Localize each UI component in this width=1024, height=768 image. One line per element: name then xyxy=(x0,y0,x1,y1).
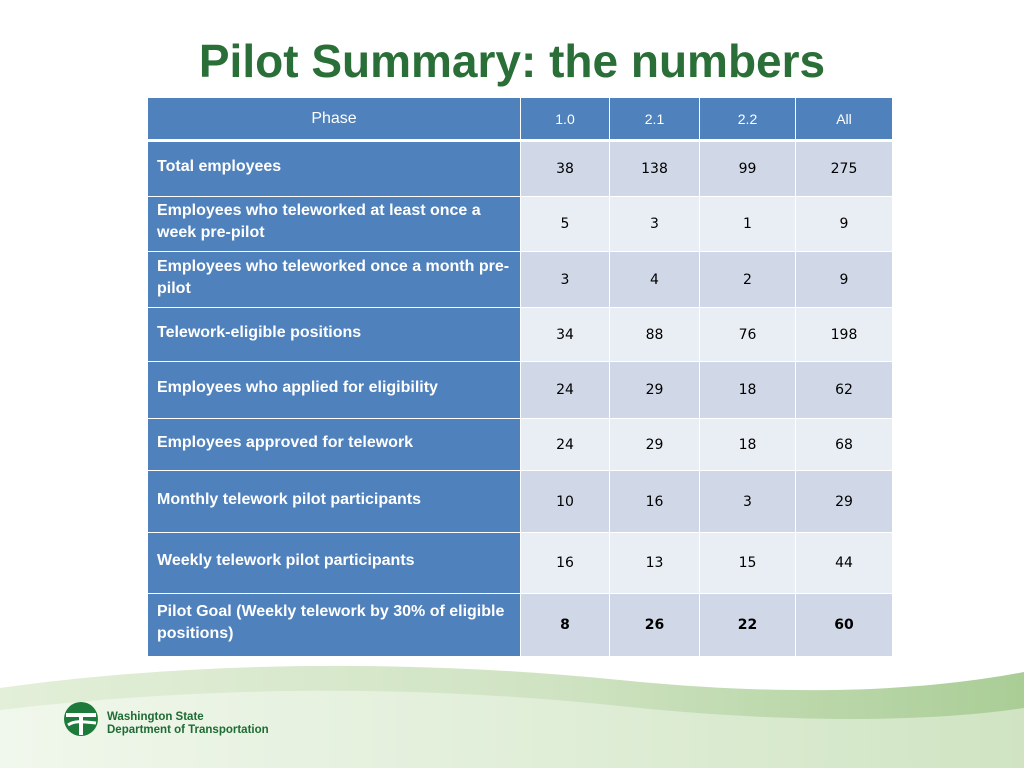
row-label: Pilot Goal (Weekly telework by 30% of eligible positions) xyxy=(148,594,521,657)
cell-value: 275 xyxy=(796,141,893,197)
table-row xyxy=(148,533,893,594)
cell-value: 15 xyxy=(700,533,796,594)
cell-value: 24 xyxy=(521,419,610,471)
cell-value: 29 xyxy=(610,419,700,471)
cell-value: 60 xyxy=(796,594,893,657)
logo-line-2: Department of Transportation xyxy=(107,724,269,736)
cell-value: 38 xyxy=(521,141,610,197)
cell-value: 18 xyxy=(700,362,796,419)
cell-value: 76 xyxy=(700,308,796,362)
row-label: Employees who applied for eligibility xyxy=(148,362,521,419)
cell-value: 29 xyxy=(796,471,893,533)
cell-value: 3 xyxy=(521,252,610,308)
row-label: Telework-eligible positions xyxy=(148,308,521,362)
cell-value: 4 xyxy=(610,252,700,308)
cell-value: 5 xyxy=(521,197,610,252)
table-row xyxy=(148,141,893,197)
row-label: Employees who teleworked at least once a week pre-pilot xyxy=(148,197,521,252)
cell-value: 99 xyxy=(700,141,796,197)
row-label: Total employees xyxy=(148,141,521,197)
column-header-phase-1-0: 1.0 xyxy=(521,98,610,141)
column-header-all: All xyxy=(796,98,893,141)
column-header-phase-2-2: 2.2 xyxy=(700,98,796,141)
cell-value: 34 xyxy=(521,308,610,362)
cell-value: 26 xyxy=(610,594,700,657)
cell-value: 13 xyxy=(610,533,700,594)
logo-line-1: Washington State xyxy=(107,711,204,723)
cell-value: 198 xyxy=(796,308,893,362)
cell-value: 16 xyxy=(521,533,610,594)
summary-table xyxy=(147,97,893,657)
cell-value: 10 xyxy=(521,471,610,533)
cell-value: 24 xyxy=(521,362,610,419)
cell-value: 138 xyxy=(610,141,700,197)
table-row xyxy=(148,362,893,419)
cell-value: 3 xyxy=(610,197,700,252)
row-label: Employees who teleworked once a month pre-pilot xyxy=(148,252,521,308)
cell-value: 68 xyxy=(796,419,893,471)
table-row xyxy=(148,419,893,471)
cell-value: 18 xyxy=(700,419,796,471)
cell-value: 1 xyxy=(700,197,796,252)
cell-value: 9 xyxy=(796,197,893,252)
slide-title: Pilot Summary: the numbers xyxy=(198,35,826,87)
column-header-phase: Phase xyxy=(148,98,521,141)
cell-value: 22 xyxy=(700,594,796,657)
column-header-phase-2-1: 2.1 xyxy=(610,98,700,141)
cell-value: 16 xyxy=(610,471,700,533)
cell-value: 62 xyxy=(796,362,893,419)
row-label: Weekly telework pilot participants xyxy=(148,533,521,594)
wsdot-logo-text xyxy=(107,711,269,737)
table-row xyxy=(148,471,893,533)
table-row xyxy=(148,252,893,308)
cell-value: 2 xyxy=(700,252,796,308)
cell-value: 9 xyxy=(796,252,893,308)
cell-value: 88 xyxy=(610,308,700,362)
cell-value: 3 xyxy=(700,471,796,533)
cell-value: 44 xyxy=(796,533,893,594)
row-label: Monthly telework pilot participants xyxy=(148,471,521,533)
cell-value: 29 xyxy=(610,362,700,419)
cell-value: 8 xyxy=(521,594,610,657)
row-label: Employees approved for telework xyxy=(148,419,521,471)
table-header-row xyxy=(148,98,893,141)
table-row xyxy=(148,308,893,362)
table-row xyxy=(148,197,893,252)
table-row-goal xyxy=(148,594,893,657)
